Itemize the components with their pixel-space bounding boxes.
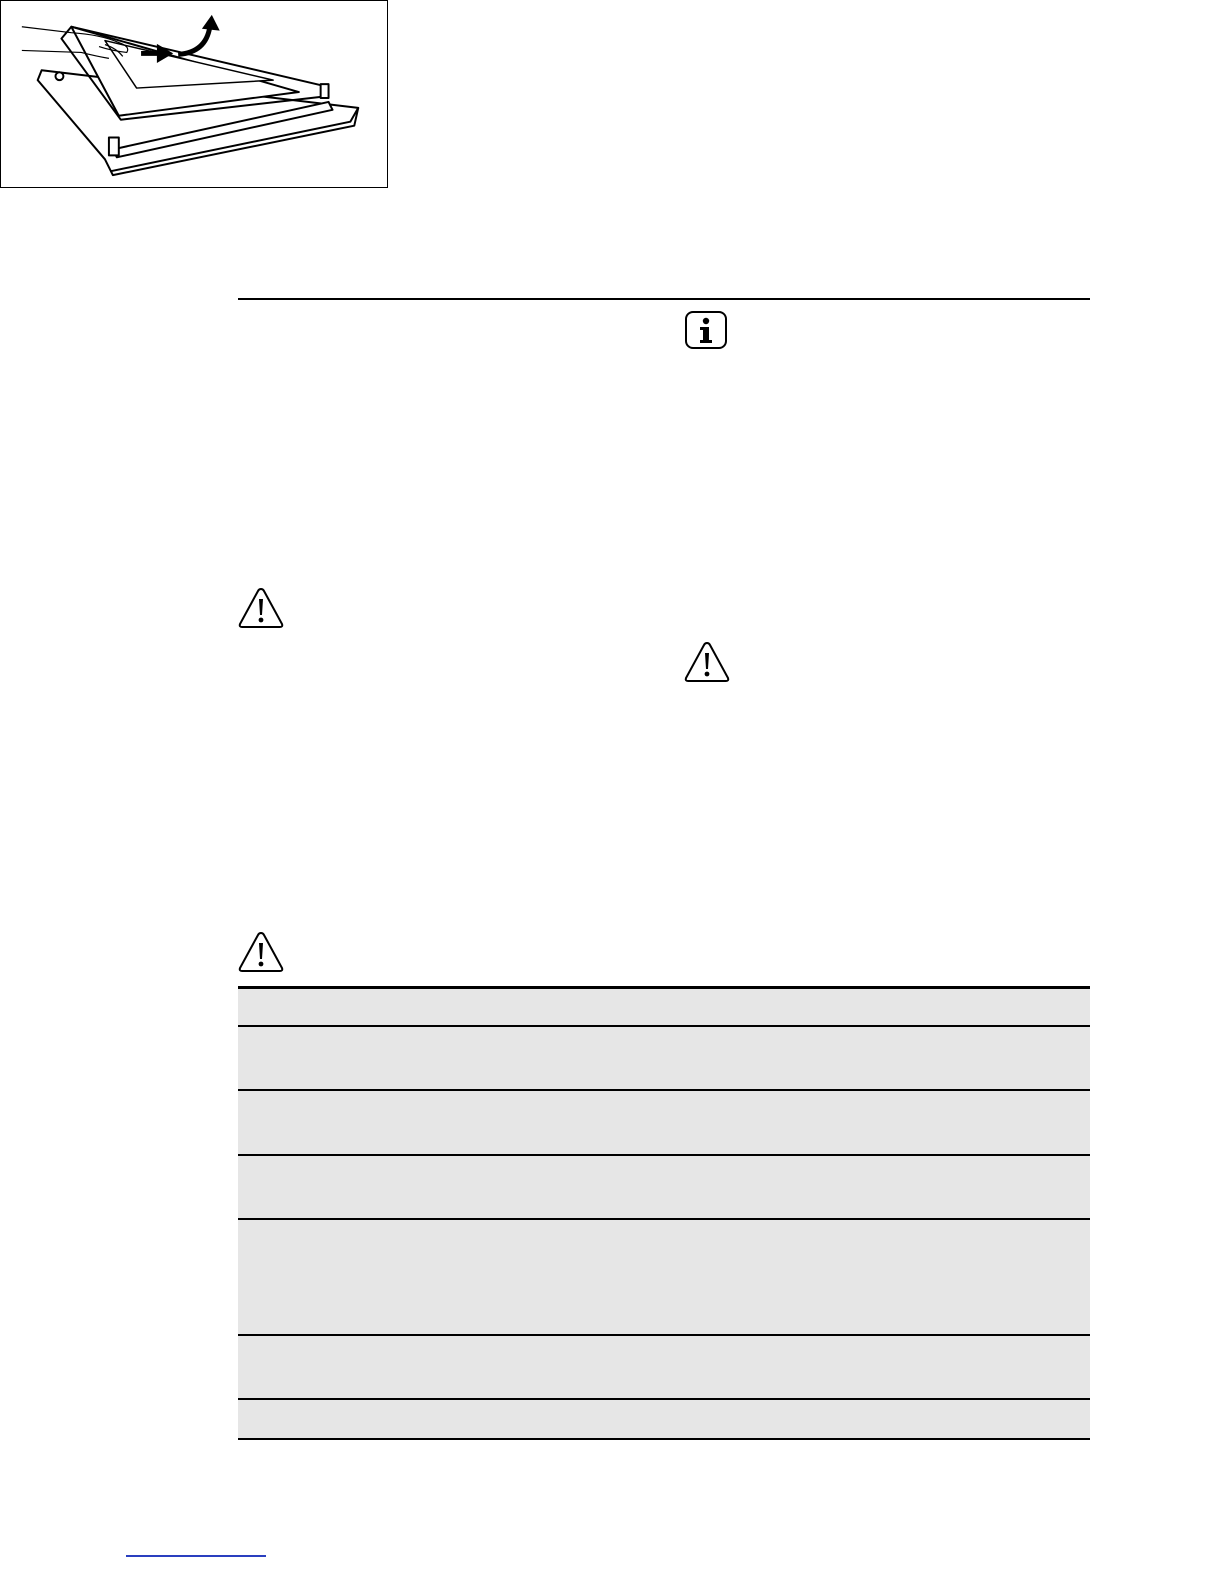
table-cell xyxy=(579,1220,1090,1236)
table-cell xyxy=(238,1156,579,1172)
table-cell xyxy=(579,1027,1090,1043)
table-cell xyxy=(238,1027,579,1043)
table-row xyxy=(238,1156,1090,1220)
section-divider xyxy=(238,298,1090,300)
table-cell xyxy=(579,989,1090,1005)
warning-triangle-icon xyxy=(238,930,284,974)
table-cell xyxy=(579,1156,1090,1172)
table-cell xyxy=(579,1400,1090,1416)
table-row xyxy=(238,1091,1090,1156)
door-glass-removal-illustration xyxy=(0,0,388,188)
table-cell xyxy=(579,1336,1090,1352)
table-header-row xyxy=(238,989,1090,1027)
table-row xyxy=(238,1336,1090,1400)
door-illustration-drawing xyxy=(1,1,387,187)
footer-link[interactable] xyxy=(126,1555,266,1557)
table-cell xyxy=(579,1091,1090,1107)
table-row xyxy=(238,1027,1090,1091)
troubleshooting-table xyxy=(238,986,1090,1440)
table-cell xyxy=(238,1091,579,1107)
table-row xyxy=(238,1220,1090,1336)
warning-triangle-icon xyxy=(238,586,284,630)
info-icon xyxy=(684,310,728,350)
table-cell xyxy=(238,1220,579,1236)
warning-triangle-icon xyxy=(684,640,730,684)
table-cell xyxy=(238,1336,579,1352)
table-cell xyxy=(238,989,579,1005)
table-row xyxy=(238,1400,1090,1440)
table-cell xyxy=(238,1400,579,1416)
